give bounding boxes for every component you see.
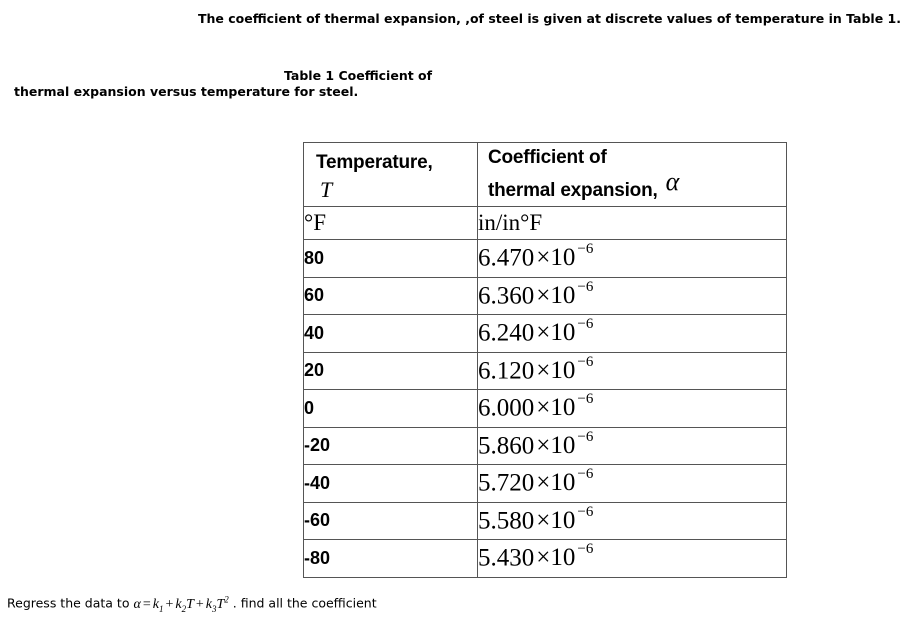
times-ten: ×10	[536, 244, 576, 272]
table-row	[304, 465, 787, 503]
formula-k1-sub: 1	[158, 603, 164, 614]
alpha-symbol: α	[665, 167, 680, 196]
header-temperature-symbol: T	[320, 176, 333, 202]
coefficient-cell	[478, 315, 787, 353]
coefficient-mantissa: 5.720	[478, 469, 535, 497]
coefficient-mantissa: 6.000	[478, 394, 535, 422]
coefficient-mantissa: 5.430	[478, 544, 535, 572]
temperature-cell: 40	[304, 315, 478, 353]
coefficient-cell	[478, 390, 787, 428]
intro-text: The coefficient of thermal expansion, ,of steel is given at discrete values of temperature in Table 1.	[198, 11, 901, 26]
temperature-cell: 60	[304, 277, 478, 315]
table-row	[304, 502, 787, 540]
times-ten: ×10	[536, 469, 576, 497]
regress-prefix: Regress the data to	[7, 595, 134, 611]
coefficient-cell	[478, 240, 787, 278]
temperature-cell: -80	[304, 540, 478, 578]
coefficient-mantissa: 5.860	[478, 431, 535, 459]
coefficient-mantissa: 6.240	[478, 319, 535, 347]
coefficient-exponent: −6	[577, 541, 594, 558]
formula-power: 2	[224, 594, 229, 604]
formula-plus1: +	[165, 596, 174, 612]
coefficient-exponent: −6	[577, 241, 594, 258]
times-ten: ×10	[536, 431, 576, 459]
header-coefficient-line1: Coefficient of	[488, 147, 607, 168]
coefficient-mantissa: 6.120	[478, 356, 535, 384]
temperature-cell: 80	[304, 240, 478, 278]
temperature-cell: 20	[304, 352, 478, 390]
times-ten: ×10	[536, 281, 576, 309]
coefficient-cell	[478, 540, 787, 578]
table-row	[304, 315, 787, 353]
header-temperature	[304, 143, 478, 207]
formula-k2-sub: 2	[181, 603, 187, 614]
formula-k2: k	[175, 596, 182, 612]
times-ten: ×10	[536, 394, 576, 422]
header-temperature-label: Temperature,	[316, 151, 433, 173]
table-caption-line1: Table 1 Coefficient of	[284, 68, 433, 83]
formula-k1: k	[152, 596, 159, 612]
header-coefficient	[478, 143, 787, 207]
formula-equals: =	[142, 596, 151, 612]
coefficient-exponent: −6	[577, 316, 594, 333]
coefficient-cell	[478, 277, 787, 315]
times-ten: ×10	[536, 544, 576, 572]
regression-formula	[133, 594, 229, 614]
header-coefficient-line2-wrap	[478, 167, 786, 206]
times-ten: ×10	[536, 319, 576, 347]
coefficient-exponent: −6	[577, 391, 594, 408]
regress-instruction	[7, 594, 377, 613]
table-row	[304, 240, 787, 278]
coefficient-mantissa: 5.580	[478, 506, 535, 534]
coefficient-mantissa: 6.360	[478, 281, 535, 309]
temperature-cell: -40	[304, 465, 478, 503]
formula-T1: T	[186, 596, 194, 612]
times-ten: ×10	[536, 506, 576, 534]
coefficient-exponent: −6	[577, 503, 594, 520]
unit-temperature: °F	[304, 207, 478, 240]
formula-k3: k	[205, 596, 212, 612]
formula-T2: T	[216, 596, 225, 612]
table-header-row	[304, 143, 787, 207]
table-row	[304, 540, 787, 578]
coefficient-exponent: −6	[577, 353, 594, 370]
table-unit-row	[304, 207, 787, 240]
regress-suffix: . find all the coefficient	[228, 595, 377, 611]
temperature-cell: 0	[304, 390, 478, 428]
coefficient-mantissa: 6.470	[478, 244, 535, 272]
formula-k3-sub: 3	[211, 603, 217, 614]
coefficient-table	[303, 142, 787, 578]
table-caption-line2: thermal expansion versus temperature for steel.	[14, 84, 359, 99]
temperature-cell: -60	[304, 502, 478, 540]
table-row	[304, 277, 787, 315]
coefficient-cell	[478, 427, 787, 465]
formula-plus2: +	[195, 596, 204, 612]
table-row	[304, 427, 787, 465]
times-ten: ×10	[536, 356, 576, 384]
coefficient-exponent: −6	[577, 278, 594, 295]
formula-alpha: α	[133, 596, 141, 612]
header-coefficient-line2: thermal expansion,	[488, 180, 658, 201]
unit-coefficient: in/in°F	[478, 207, 787, 240]
coefficient-cell	[478, 465, 787, 503]
table-row	[304, 390, 787, 428]
coefficient-exponent: −6	[577, 466, 594, 483]
temperature-cell: -20	[304, 427, 478, 465]
coefficient-cell	[478, 502, 787, 540]
coefficient-cell	[478, 352, 787, 390]
table-row	[304, 352, 787, 390]
coefficient-exponent: −6	[577, 428, 594, 445]
